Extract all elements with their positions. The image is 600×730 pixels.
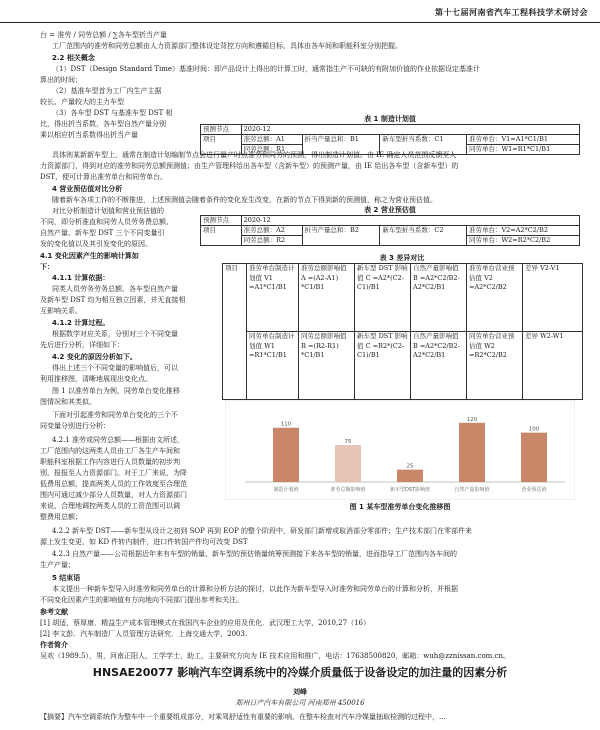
bar-value-label: 120: [466, 416, 478, 423]
text-line: 来说，合理地调控两类人员的工资范围可以调: [40, 502, 180, 510]
page-header: [0, 0, 600, 23]
text-line: 本文提出一种新车型导入时准劳和同劳单台的计算和分析方法的探讨，以此作为新车型导入时准劳和同劳单台的计算和分析，并根据: [52, 585, 458, 593]
text-line: 同变量分别进行分析：: [40, 422, 110, 430]
table2-cell: 准劳总额：A2: [241, 226, 302, 236]
text-line: （1）DST（Design Standard Time）基准时间：即产品设计上得出的计算工时，通常指生产不可缺的有附加价值的作业依据设定基准计: [52, 65, 481, 73]
paper-author: 刘峰: [293, 687, 307, 696]
text-line: 较长、产量较大的主力车型: [40, 98, 124, 106]
text-line: 别，报报至人力资源部门。对于工厂来说，为降: [40, 469, 187, 477]
bar-value-label: 110: [280, 421, 292, 428]
table2-cell: 同劳单台：W2=R2*C2/B2: [466, 236, 579, 246]
table1-cell: 预测节点: [201, 125, 242, 135]
text-line: 互影响关系。: [40, 307, 82, 315]
text-line: 下面对引起准劳和同劳单台变化的三个不: [52, 411, 178, 419]
bar-chart: [225, 400, 575, 500]
table2-cell: 新车型折当系数：C2: [380, 226, 467, 246]
table1-cell: 项目: [201, 135, 242, 155]
bar-value-label: 75: [344, 439, 352, 445]
table3-cell: 自然产量影响值 B =A2*C2/B2-A2*C2/B1: [411, 332, 467, 400]
text-line: 图情况和其类似。: [40, 398, 96, 406]
text-line: 同类人员劳务劳务总额、各车型自然产量: [52, 285, 178, 293]
table3-cell: 差异 W2-W1: [523, 332, 583, 400]
table1-caption: 表 1 制造计划值: [364, 115, 416, 123]
table3-cell: 准劳单台制造计划值 V1 =A1*C1/B1: [247, 264, 299, 332]
table2-cell: 2020-12: [241, 216, 579, 226]
text-line: 生产产量；: [40, 561, 75, 569]
table1-cell: 新车型折当系数：C1: [380, 135, 467, 155]
text-line: 力资源部门，得到对应的准劳和同劳总额预测值；由生产管理科给出各车型（含新车型）的预测产量，由 IE 给出各车型（含新车型）的: [40, 162, 459, 170]
text-line: 具体则某新新车型上，通常在制造计划编制节点会进行量产时点准劳和同劳的预测，得出制造计划值。由 IE 确定人员范围反馈至人: [52, 151, 457, 159]
table2-caption: 表 2 营业预估值: [364, 206, 416, 214]
bar-value-label: 100: [528, 426, 540, 433]
text-line: 不同，即分析准直和同劳人员劳务费总额、: [40, 218, 173, 226]
text-line: 源上发生变更，如 KD 件转内制件，进口件转国产件均可改变 DST: [40, 538, 248, 546]
reference-item: [1] 胡适，蔡厚康．精益生产成本管理模式在我国汽车企业的应用及优化．武汉理工大学，2010,27（16）: [40, 619, 370, 627]
bar-2: [397, 470, 423, 482]
table3-cell: 新车型 DST 影响值 C =A2*(C2-C1)/B1: [355, 264, 411, 332]
table3-cell: 同劳单台制造计划值 W1 =R1*C1/B1: [247, 332, 299, 400]
text-line: 不同变化因素产生的影响值有方向地向不同部门提出参考和关注。: [40, 596, 243, 604]
table2-cell: 折当产量总和：B2: [302, 226, 380, 246]
category-label: 自然产量影响值: [454, 487, 490, 493]
table1-cell: 准劳单台：V1=A1*C1/B1: [466, 135, 579, 145]
text-line: 工厂范围内的准劳和同劳总额由人力资源部门整体设定背控方向和遵循目标，具体由各车间和职能科室分别把握。: [52, 42, 402, 50]
formula-line: 台 = 准劳 / 同劳总额 / ∑各车型折当产量: [40, 31, 167, 39]
category-label: 新车型DST影响值: [389, 487, 431, 493]
paper-affiliation: 郑州日产汽车有限公司 河南郑州 450016: [235, 699, 365, 707]
category-label: 制造计划值: [273, 487, 299, 493]
text-line: 工厂范围内的这两类人员由工厂各生产车间和: [40, 447, 180, 455]
chart-title: 图 1 某车型准劳单台变化推移图: [349, 503, 451, 511]
bar-value-label: 25: [406, 463, 414, 470]
references-heading: 参考文献: [40, 608, 68, 616]
subsection-heading: 4.2 变化的原因分析如下。: [52, 353, 137, 361]
table2-cell: 项目: [201, 226, 242, 246]
table1-cell: 同劳总额：R1: [241, 145, 302, 155]
text-line: 4.2.2 新车型 DST——新车型从设计之初到 SOP 再到 EOP 的整个阶段中，研发部门新增或取消部分零部件；生产技术部门在零部件来: [52, 527, 473, 535]
table1-cell: 折当产量总和：B1: [302, 135, 380, 155]
text-line: 低费用总额，提高两类人员的工作效度至合理范: [40, 480, 187, 488]
section-heading: 2.2 相关概念: [52, 54, 95, 62]
table3-cell: 自然产量影响值 B =A2*C2/B2-A2*C2/B1: [411, 264, 467, 332]
table3-cell: 新车型 DST 影响值 C =R2*(C2-C1)/B1: [355, 332, 411, 400]
text-line: 对比分析制造计划值和营业预估值的: [52, 207, 164, 215]
text-line: 自然产量、新车型 DST 三个不同变量引: [40, 229, 165, 237]
text-line: 图 1 以准劳单台为例，同劳单台变化推移: [52, 387, 180, 395]
text-line: 职能科室根据工作内容进行人员数量的初步判: [40, 458, 180, 466]
table2-cell: 预测节点: [201, 216, 242, 226]
table1-cell: 2020-12: [241, 125, 579, 135]
table2-cell: 同劳总额：R2: [241, 236, 302, 246]
text-line: DST，便可计算出准劳单台和同劳单台。: [40, 173, 168, 181]
text-line: 算出的时间；: [40, 76, 82, 84]
text-line: 根据数学对应关系，分别对三个不同变量: [52, 330, 178, 338]
text-line: 发的变化值以及其引发变化的原因。: [40, 240, 152, 248]
journal-name: 第十七届河南省汽车工程科技学术研讨会: [435, 8, 588, 17]
section-heading: 4.1 变化因素产生的影响计算如: [40, 252, 139, 260]
table3-cell: 差异 V2-V1: [523, 264, 583, 332]
paper-title: HNSAE20077 影响汽车空调系统中的冷媒介质量低于设备设定的加注量的因素分析: [92, 666, 508, 679]
text-line: 比，得出折当系数，各车型自然产量分别: [40, 120, 166, 128]
author-bio: 吴欢（1989.5），男，河南正阳人，工学学士，助工，主要研究方向为 IE 技术应用和推广，电话：17638500820，邮箱：wuh@zznissan.com.cn。: [40, 652, 510, 660]
text-line: 得出上述三个不同变量的影响值后，可以: [52, 364, 178, 372]
category-label: 营业预估值: [521, 487, 547, 493]
author-heading: 作者简介: [40, 641, 68, 649]
table3-cell: 同劳总额影响值 R =(R2-R1) *C1/B1: [299, 332, 355, 400]
text-line: 下：: [40, 263, 54, 271]
category-label: 准劳总额影响值: [330, 487, 366, 493]
section-heading: 5 结束语: [52, 574, 81, 582]
table3-cell: 同劳单台营业预估值 W2 =R2*C2/B2: [467, 332, 523, 400]
table3: [222, 263, 583, 400]
table2: [200, 215, 580, 246]
text-line: 4.2.3 自然产量——公司根据近年来有车型的销量、新车型的预估销量统筹预测接下来各车型的销量，进而指导工厂范围内各车间的: [52, 550, 458, 558]
text-line: （3）各车型 DST 与基准车型 DST 相: [52, 109, 173, 117]
section-heading: 4 营业预估值对比分析: [52, 185, 123, 193]
text-line: 整费用总额；: [40, 513, 82, 521]
bar-0: [273, 428, 299, 482]
text-line: 及新车型 DST 均为相互独立因素，并无直接相: [40, 296, 186, 304]
table3-caption: 表 3 差异对比: [379, 254, 425, 262]
table3-cell: 准劳总额影响值 A =(A2-A1) *C1/B1: [299, 264, 355, 332]
text-line: 乘以相应折当系数得出折当产量: [40, 131, 138, 139]
bar-3: [459, 423, 485, 482]
text-line: 4.2.1 准劳或同劳总额——根据由文所述，: [52, 436, 185, 444]
text-line: 先后进行分析，详细如下：: [40, 341, 124, 349]
text-line: （2）基准车型首为工厂内生产主据: [52, 87, 162, 95]
text-line: 围内可通过减少部分人员数量，对人力资源部门: [40, 491, 187, 499]
table3-cell: 准劳单台营业预估值 V2 =A2*C2/B2: [467, 264, 523, 332]
subsection-heading: 4.1.2 计算过程。: [52, 319, 110, 327]
bar-1: [335, 445, 361, 482]
text-line: 随着新车各项工作的不断推进，上述预测值会随着条件的变化发生改变，在新的节点下得到新的预测值，称之为营业预估值。: [52, 196, 437, 204]
reference-item: [2] 李文彭．汽车制造厂人员管理方法研究．上海交通大学，2003.: [40, 630, 248, 638]
abstract: 【摘要】汽车空调系统作为整车中一个重要组成部分，对乘驾舒适性有重要的影响。在整车检查对汽车冷媒量抽取检测的过程中，...: [40, 713, 446, 721]
table1-cell: 准劳总额：A1: [241, 135, 302, 145]
subsection-heading: 4.1.1 计算依据：: [52, 274, 110, 282]
table3-cell: 项目: [223, 264, 247, 400]
text-line: 利用推移图，清晰地展现出变化点。: [40, 375, 152, 383]
table2-cell: 准劳单台：V2=A2*C2/B2: [466, 226, 579, 236]
table1-cell: 同劳单台：W1=R1*C1/B1: [466, 145, 579, 155]
bar-4: [521, 433, 547, 482]
